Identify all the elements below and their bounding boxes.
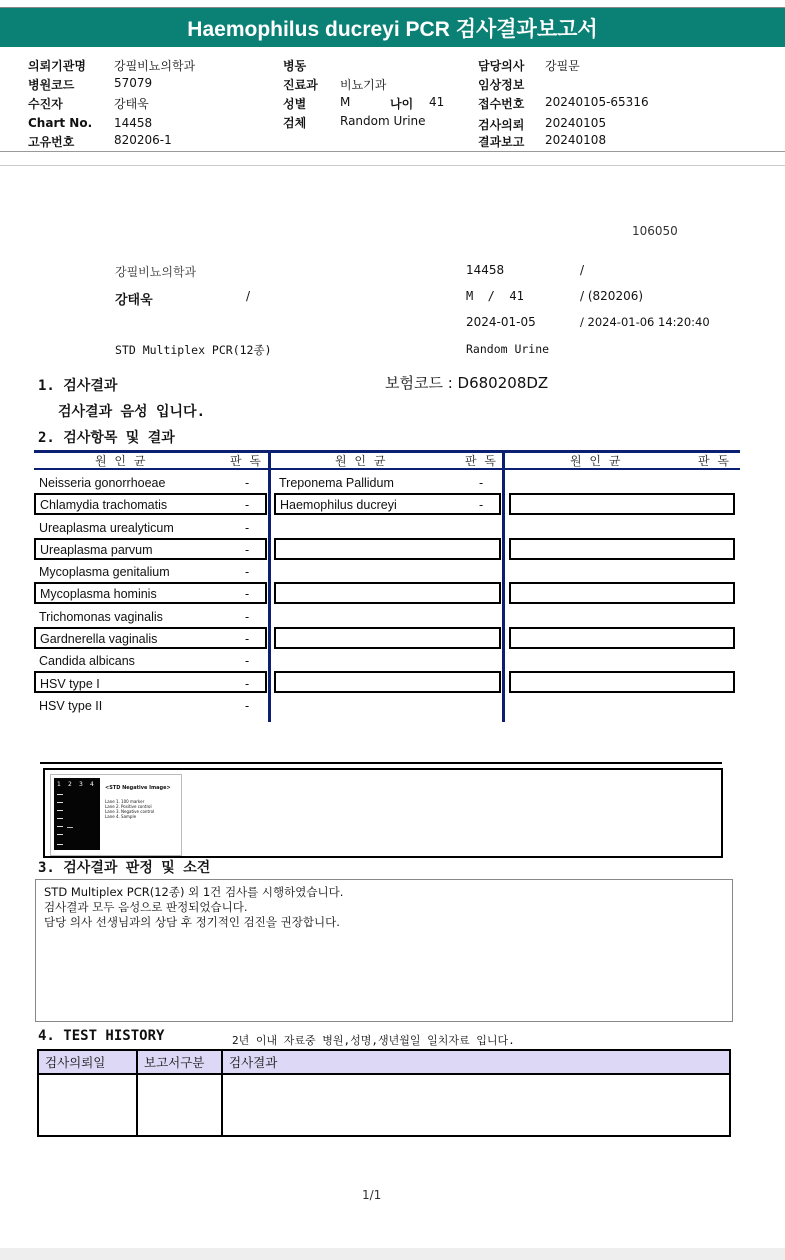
row-box <box>509 582 735 604</box>
hospital-label: 의뢰기관명 <box>28 59 86 73</box>
organism-name: Candida albicans <box>39 654 135 668</box>
col2-organism-header: 원 인 균 <box>335 454 388 468</box>
unique-no-label: 고유번호 <box>28 135 75 149</box>
section-4-title: 4. TEST HISTORY <box>38 1028 165 1044</box>
ward-label: 병동 <box>283 59 307 73</box>
patient-value: 강태욱 <box>114 97 149 111</box>
marker-band <box>57 844 63 845</box>
clinical-info-label: 임상정보 <box>478 78 525 92</box>
control-band <box>67 827 73 828</box>
gel-legend-item: Lane 1. 100 marker <box>105 799 145 804</box>
col3-result-header: 판 독 <box>698 454 731 468</box>
organism-result: - <box>245 521 250 535</box>
receipt-no-value: 20240105-65316 <box>545 95 649 109</box>
page-footer <box>0 1248 785 1260</box>
row-box <box>274 582 501 604</box>
gel-image-box <box>43 768 723 858</box>
hospital-value: 강필비뇨의학과 <box>114 59 196 73</box>
report-title: Haemophilus ducreyi PCR 검사결과보고서 <box>0 8 785 47</box>
row-box <box>509 538 735 560</box>
department-label: 진료과 <box>283 78 318 92</box>
row-box <box>274 627 501 649</box>
col3-organism-header: 원 인 균 <box>570 454 623 468</box>
info-date-2: / 2024-01-06 14:20:40 <box>580 315 710 329</box>
age-label: 나이 <box>390 97 414 111</box>
doctor-label: 담당의사 <box>478 59 525 73</box>
specimen-label: 검체 <box>283 116 307 130</box>
doctor-value: 강필문 <box>545 59 580 73</box>
organism-name: HSV type I <box>40 677 100 691</box>
organism-name: Gardnerella vaginalis <box>40 632 158 646</box>
organism-name: Treponema Pallidum <box>279 476 394 490</box>
marker-band <box>57 818 63 819</box>
organism-result: - <box>245 565 250 579</box>
section-3-title: 3. 검사결과 판정 및 소견 <box>38 860 211 876</box>
info-slash-1: / <box>580 263 585 277</box>
chart-no-label: Chart No. <box>28 116 93 130</box>
opinion-line: 담당 의사 선생님과의 상담 후 정기적인 검진을 권장합니다. <box>44 915 340 929</box>
gel-divider <box>40 762 722 764</box>
info-test-name: STD Multiplex PCR(12종) <box>115 343 272 357</box>
info-chart: 14458 <box>466 263 505 277</box>
organism-name: Haemophilus ducreyi <box>280 498 397 512</box>
marker-band <box>57 834 63 835</box>
sex-value: M <box>340 95 351 109</box>
organism-result: - <box>479 498 484 512</box>
report-date-label: 결과보고 <box>478 135 525 149</box>
result-summary: 검사결과 음성 입니다. <box>58 404 206 420</box>
marker-band <box>57 802 63 803</box>
organism-result: - <box>245 543 250 557</box>
page-number: 1/1 <box>362 1188 382 1202</box>
patient-label: 수진자 <box>28 97 63 111</box>
hospital-code-value: 57079 <box>114 76 153 90</box>
col1-organism-header: 원 인 균 <box>95 454 148 468</box>
table-col-divider-2 <box>502 450 505 722</box>
history-header-request-date: 검사의뢰일 <box>38 1050 137 1074</box>
opinion-line: STD Multiplex PCR(12종) 외 1건 검사를 시행하였습니다. <box>44 885 344 899</box>
history-table <box>37 1049 731 1137</box>
gel-image <box>50 774 182 856</box>
organism-result: - <box>245 610 250 624</box>
gel-legend-item: Lane 3. Negative control <box>105 809 155 814</box>
organism-name: Mycoplasma genitalium <box>39 565 170 579</box>
request-date-label: 검사의뢰 <box>478 118 525 132</box>
form-code: 106050 <box>632 224 678 238</box>
organism-result: - <box>245 498 250 512</box>
unique-no-value: 820206-1 <box>114 133 172 147</box>
specimen-value: Random Urine <box>340 114 426 128</box>
organism-name: Mycoplasma hominis <box>40 587 157 601</box>
organism-result: - <box>245 476 250 490</box>
row-box <box>274 538 501 560</box>
marker-band <box>57 810 63 811</box>
organism-name: Trichomonas vaginalis <box>39 610 163 624</box>
lane-number: 1 <box>57 781 61 788</box>
organism-result: - <box>245 654 250 668</box>
gel-lanes <box>54 778 100 850</box>
info-date-1: 2024-01-05 <box>466 315 536 329</box>
organism-result: - <box>245 699 250 713</box>
department-value: 비뇨기과 <box>340 78 387 92</box>
info-patient: 강태욱 <box>115 293 153 308</box>
sex-label: 성별 <box>283 97 307 111</box>
info-sex-age: M / 41 <box>466 289 524 303</box>
organism-name: Chlamydia trachomatis <box>40 498 168 512</box>
row-box <box>509 671 735 693</box>
organism-name: Ureaplasma parvum <box>40 543 153 557</box>
header-divider-2 <box>0 165 785 166</box>
header-divider <box>0 151 785 152</box>
receipt-no-label: 접수번호 <box>478 97 525 111</box>
history-header-result: 검사결과 <box>222 1050 730 1074</box>
gel-title: <STD Negative Image> <box>105 785 171 791</box>
organism-name: Neisseria gonorrhoeae <box>39 476 166 490</box>
gel-legend-item: Lane 4. Sample <box>105 814 137 819</box>
organism-name: Ureaplasma urealyticum <box>39 521 174 535</box>
gel-legend-item: Lane 2. Positive control <box>105 804 152 809</box>
section-2-title: 2. 검사항목 및 결과 <box>38 430 175 446</box>
lane-number: 4 <box>90 781 94 788</box>
row-box <box>274 671 501 693</box>
organism-result: - <box>479 476 484 490</box>
info-specimen: Random Urine <box>466 342 550 356</box>
history-cell <box>137 1074 222 1136</box>
table-col-divider-1 <box>268 450 271 722</box>
history-cell <box>222 1074 730 1136</box>
opinion-line: 검사결과 모두 음성으로 판정되었습니다. <box>44 900 248 914</box>
col2-result-header: 판 독 <box>465 454 498 468</box>
chart-no-value: 14458 <box>114 116 153 130</box>
marker-band <box>57 826 63 827</box>
history-cell <box>38 1074 137 1136</box>
col1-result-header: 판 독 <box>230 454 263 468</box>
row-box <box>509 493 735 515</box>
insurance-code: 보험코드 : D680208DZ <box>385 374 549 392</box>
request-date-value: 20240105 <box>545 116 607 130</box>
lane-number: 3 <box>79 781 83 788</box>
organism-result: - <box>245 677 250 691</box>
opinion-box <box>35 879 733 1022</box>
lane-number: 2 <box>68 781 72 788</box>
hospital-code-label: 병원코드 <box>28 78 75 92</box>
age-value: 41 <box>429 95 445 109</box>
organism-result: - <box>245 587 250 601</box>
organism-result: - <box>245 632 250 646</box>
history-header-report-type: 보고서구분 <box>137 1050 222 1074</box>
info-hospital: 강필비뇨의학과 <box>115 265 197 279</box>
report-date-value: 20240108 <box>545 133 607 147</box>
organism-name: HSV type II <box>39 699 103 713</box>
marker-band <box>57 794 63 795</box>
section-1-title: 1. 검사결과 <box>38 378 118 394</box>
info-id: / (820206) <box>580 289 644 303</box>
history-note: 2년 이내 자료중 병원,성명,생년월일 일치자료 입니다. <box>232 1034 515 1047</box>
row-box <box>509 627 735 649</box>
info-slash-2: / <box>246 289 251 303</box>
